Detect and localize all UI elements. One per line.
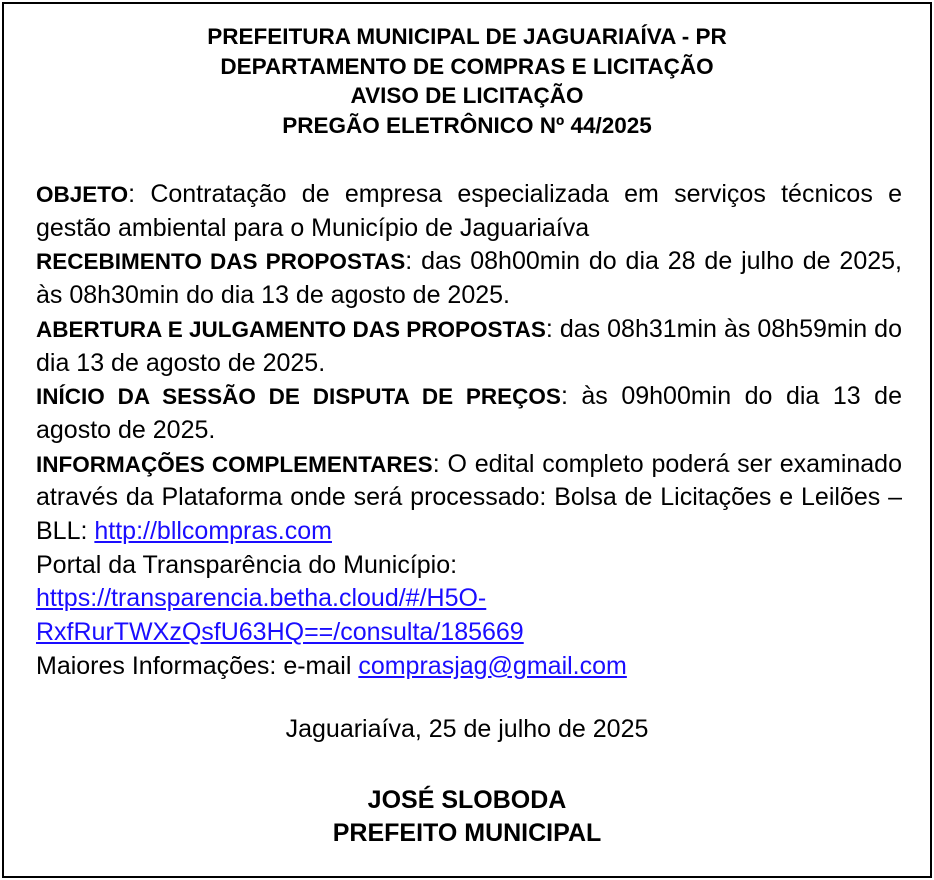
signatory-title: PREFEITO MUNICIPAL (332, 819, 602, 847)
notice-date: Jaguariaíva, 25 de julho de 2025 (285, 715, 649, 743)
informacoes-text: : O edital completo poderá ser examinado através da Plataforma onde será processado: Bolsa de Licitações e Leilões – BLL: (36, 449, 902, 546)
informacoes-label: INFORMAÇÕES COMPLEMENTARES (36, 451, 433, 477)
abertura-paragraph (36, 313, 902, 380)
portal-text: Portal da Transparência do Município: (36, 550, 458, 579)
notice-header (4, 22, 930, 140)
abertura-label: ABERTURA E JULGAMENTO DAS PROPOSTAS (36, 316, 546, 342)
objeto-label: OBJETO (36, 182, 129, 207)
transparency-link[interactable] (36, 584, 524, 646)
header-department: DEPARTAMENTO DE COMPRAS E LICITAÇÃO (220, 53, 714, 79)
header-auction-number: PREGÃO ELETRÔNICO Nº 44/2025 (282, 112, 652, 138)
transparency-link-part2: RxfRurTWXzQsfU63HQ==/consulta/185669 (36, 618, 524, 647)
recebimento-paragraph (36, 245, 902, 312)
signatory-name: JOSÉ SLOBODA (367, 786, 567, 814)
notice-frame (2, 2, 932, 878)
inicio-paragraph (36, 380, 902, 447)
email-link[interactable]: comprasjag@gmail.com (358, 651, 627, 680)
objeto-paragraph (36, 178, 902, 245)
portal-paragraph (36, 549, 902, 650)
header-notice-type: AVISO DE LICITAÇÃO (350, 83, 584, 108)
contato-text: Maiores Informações: e-mail (36, 651, 359, 680)
inicio-text: : às 09h00min do dia 13 de agosto de 2025. (36, 382, 902, 444)
objeto-text: : Contratação de empresa especializada em serviços técnicos e gestão ambiental para o Município de Jaguariaíva (36, 180, 902, 242)
recebimento-label: RECEBIMENTO DAS PROPOSTAS (36, 249, 406, 275)
header-municipality: PREFEITURA MUNICIPAL DE JAGUARIAÍVA - PR (207, 24, 727, 49)
signature-block (4, 784, 930, 850)
abertura-text: : das 08h31min às 08h59min do dia 13 de agosto de 2025. (36, 314, 902, 377)
bll-link[interactable]: http://bllcompras.com (94, 517, 332, 546)
informacoes-paragraph (36, 448, 902, 549)
contato-paragraph (36, 650, 902, 684)
recebimento-text: : das 08h00min do dia 28 de julho de 2025, às 08h30min do dia 13 de agosto de 2025. (36, 247, 902, 310)
inicio-label: INÍCIO DA SESSÃO DE DISPUTA DE PREÇOS (36, 384, 561, 410)
notice-body (36, 178, 902, 684)
transparency-link-part1: https://transparencia.betha.cloud/#/H5O- (36, 584, 487, 613)
